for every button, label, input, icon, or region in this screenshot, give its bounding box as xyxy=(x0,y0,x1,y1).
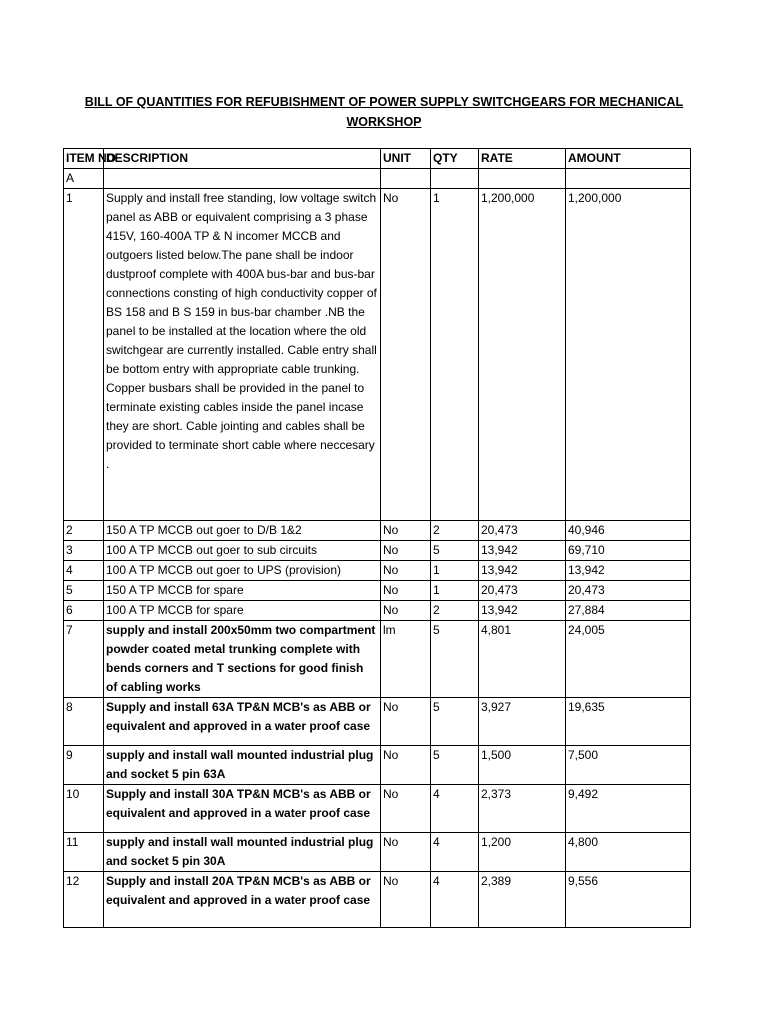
cell-qty: 5 xyxy=(431,698,479,746)
cell-item: 11 xyxy=(64,833,104,872)
table-row xyxy=(64,541,691,561)
cell-item: 8 xyxy=(64,698,104,746)
title-line-1: BILL OF QUANTITIES FOR REFUBISHMENT OF POWER SUPPLY SWITCHGEARS FOR MECHANICAL xyxy=(84,95,684,109)
cell-amount: 9,492 xyxy=(566,785,691,833)
cell-amount: 9,556 xyxy=(566,872,691,928)
cell-description: 100 A TP MCCB for spare xyxy=(104,601,381,621)
cell-rate: 1,200,000 xyxy=(479,189,566,521)
cell-description: supply and install 200x50mm two compartment powder coated metal trunking complete with bends corners and T sections for good finish of cabling works xyxy=(104,621,381,698)
title-line-2: WORKSHOP xyxy=(346,115,422,129)
cell-item: 4 xyxy=(64,561,104,581)
cell-qty: 4 xyxy=(431,833,479,872)
cell-item: 3 xyxy=(64,541,104,561)
cell-item: 5 xyxy=(64,581,104,601)
cell-unit: No xyxy=(381,541,431,561)
bill-of-quantities-table xyxy=(63,148,691,928)
cell-rate: 20,473 xyxy=(479,521,566,541)
cell-rate: 13,942 xyxy=(479,561,566,581)
cell-qty: 1 xyxy=(431,189,479,521)
cell-unit: No xyxy=(381,833,431,872)
table-row xyxy=(64,601,691,621)
table-row xyxy=(64,561,691,581)
cell-unit: No xyxy=(381,601,431,621)
cell-amount: 13,942 xyxy=(566,561,691,581)
header-qty: QTY xyxy=(431,149,479,169)
cell-description: Supply and install 63A TP&N MCB's as ABB or equivalent and approved in a water proof case xyxy=(104,698,381,746)
cell-rate: 13,942 xyxy=(479,601,566,621)
cell-qty: 4 xyxy=(431,785,479,833)
cell-item: 1 xyxy=(64,189,104,521)
cell-rate: 3,927 xyxy=(479,698,566,746)
table-row xyxy=(64,872,691,928)
cell-item: 6 xyxy=(64,601,104,621)
cell-description: 150 A TP MCCB out goer to D/B 1&2 xyxy=(104,521,381,541)
cell-rate: 20,473 xyxy=(479,581,566,601)
header-item: ITEM NO xyxy=(64,149,104,169)
cell-item: 2 xyxy=(64,521,104,541)
cell-qty: 4 xyxy=(431,872,479,928)
table-row xyxy=(64,698,691,746)
cell-description: 150 A TP MCCB for spare xyxy=(104,581,381,601)
cell-unit: No xyxy=(381,746,431,785)
cell-rate: 2,373 xyxy=(479,785,566,833)
cell-amount: 69,710 xyxy=(566,541,691,561)
cell-amount: 24,005 xyxy=(566,621,691,698)
cell-description: Supply and install free standing, low voltage switch panel as ABB or equivalent comprising a 3 phase 415V, 160-400A TP & N incomer MCCB and outgoers listed below.The pane shall be indoor dustproof complete with 400A bus-bar and bus-bar connections consting of high conductivity copper of BS 158 and B S 159 in bus-bar chamber .NB the panel to be installed at the location where the old switchgear are currently installed. Cable entry shall be bottom entry with appropriate cable trunking. Copper busbars shall be provided in the panel to terminate existing cables inside the panel incase they are short. Cable jointing and cables shall be provided to terminate short cable where neccesary . xyxy=(104,189,381,521)
table-row xyxy=(64,521,691,541)
cell-rate: 13,942 xyxy=(479,541,566,561)
cell-qty: 5 xyxy=(431,621,479,698)
cell-amount: 27,884 xyxy=(566,601,691,621)
document-title xyxy=(40,92,728,132)
cell-unit: No xyxy=(381,785,431,833)
cell-qty: 5 xyxy=(431,746,479,785)
cell-item: 12 xyxy=(64,872,104,928)
cell-amount: 40,946 xyxy=(566,521,691,541)
table-row xyxy=(64,833,691,872)
cell-amount: 4,800 xyxy=(566,833,691,872)
cell-amount: 19,635 xyxy=(566,698,691,746)
cell-description: Supply and install 30A TP&N MCB's as ABB or equivalent and approved in a water proof case xyxy=(104,785,381,833)
cell-unit: No xyxy=(381,581,431,601)
cell-unit: No xyxy=(381,189,431,521)
header-amount: AMOUNT xyxy=(566,149,691,169)
cell-description: Supply and install 20A TP&N MCB's as ABB or equivalent and approved in a water proof case xyxy=(104,872,381,928)
cell-rate: 1,500 xyxy=(479,746,566,785)
cell-rate: 4,801 xyxy=(479,621,566,698)
cell-item: 7 xyxy=(64,621,104,698)
section-row xyxy=(64,169,691,189)
cell-amount: 20,473 xyxy=(566,581,691,601)
table-row xyxy=(64,746,691,785)
cell-description: 100 A TP MCCB out goer to sub circuits xyxy=(104,541,381,561)
cell-unit: No xyxy=(381,872,431,928)
cell-qty: 1 xyxy=(431,561,479,581)
cell-qty: 2 xyxy=(431,521,479,541)
cell-amount: 7,500 xyxy=(566,746,691,785)
table-row xyxy=(64,621,691,698)
cell-description: supply and install wall mounted industrial plug and socket 5 pin 30A xyxy=(104,833,381,872)
cell-description: supply and install wall mounted industrial plug and socket 5 pin 63A xyxy=(104,746,381,785)
cell-unit: No xyxy=(381,561,431,581)
table-row xyxy=(64,189,691,521)
cell-unit: No xyxy=(381,698,431,746)
cell-qty: 5 xyxy=(431,541,479,561)
table-header-row xyxy=(64,149,691,169)
cell-amount: 1,200,000 xyxy=(566,189,691,521)
cell-item: 9 xyxy=(64,746,104,785)
cell-unit: No xyxy=(381,521,431,541)
cell-item: 10 xyxy=(64,785,104,833)
cell-unit: lm xyxy=(381,621,431,698)
header-rate: RATE xyxy=(479,149,566,169)
table-row xyxy=(64,581,691,601)
cell-qty: 2 xyxy=(431,601,479,621)
table-row xyxy=(64,785,691,833)
section-label: A xyxy=(64,169,104,189)
cell-qty: 1 xyxy=(431,581,479,601)
header-description: DESCRIPTION xyxy=(104,149,381,169)
cell-description: 100 A TP MCCB out goer to UPS (provision) xyxy=(104,561,381,581)
cell-rate: 1,200 xyxy=(479,833,566,872)
cell-rate: 2,389 xyxy=(479,872,566,928)
header-unit: UNIT xyxy=(381,149,431,169)
